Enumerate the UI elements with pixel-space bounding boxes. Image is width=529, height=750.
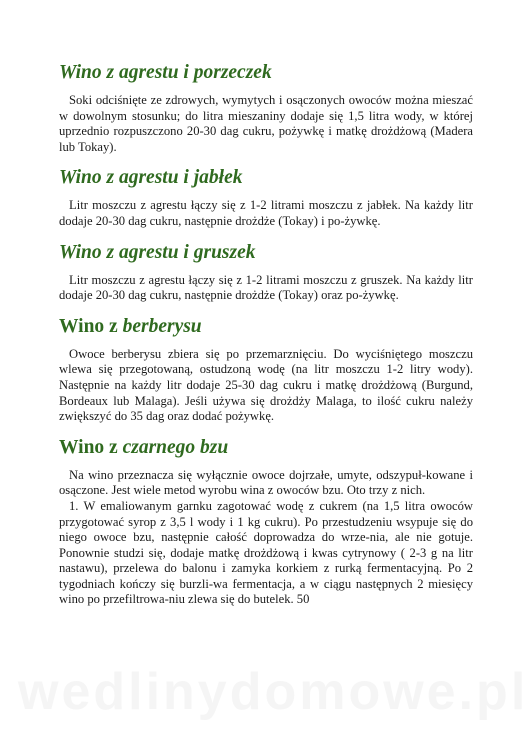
paragraph-czarny-bez-method-1: 1. W emaliowanym garnku zagotować wodę z cukrem (na 1,5 litra owoców przygotować syrop z 3,5 l wody i 1 kg cukru). Po przestudzeniu wsypuje się do niego owoce bzu, następnie całość doprowadza do wrze-nia, ale nie gotuje. Ponownie studzi się, dodaje matkę drożdżową i kwas cytrynowy ( 2-3 g na litr nastawu), przelewa do balonu i zamyka korkiem z rurką fermentacyjną. Po 2 tygodniach kończy się burzli-wa fermentacja, a w ciągu następnych 2 miesięcy wino po przefiltrowa-niu zlewa się do butelek. 50 <box>59 498 473 607</box>
heading-italic-text: Wino z agrestu i gruszek <box>59 241 256 263</box>
heading-text: Wino z <box>59 436 123 458</box>
paragraph-agrest-jablka: Litr moszczu z agrestu łączy się z 1-2 litrami moszczu z jabłek. Na każdy litr dodaje 20-30 dag cukru, następnie drożdże (Tokay) i po-żywkę. <box>59 198 473 228</box>
paragraph-agrest-gruszki: Litr moszczu z agrestu łączy się z 1-2 litrami moszczu z gruszek. Na każdy litr dodaje 20-30 dag cukru, następnie drożdże (Tokay) oraz po-żywkę. <box>59 272 473 303</box>
heading-berberys <box>59 316 473 338</box>
paragraph-berberys: Owoce berberysu zbiera się po przemarznięciu. Do wyciśniętego moszczu wlewa się przegotowaną, ostudzoną wodę (na litr moszczu 1-2 litry wody). Następnie na każdy litr dodaje 25-30 dag cukru i matkę drożdżową (Burgund, Bordeaux lub Malaga). Jeśli używa się drożdży Malaga, to ilość cukru należy zwiększyć do 35 dag oraz dodać pożywkę. <box>59 346 473 424</box>
heading-italic-text: Wino z agrestu i jabłek <box>59 167 243 189</box>
heading-italic-text: berberysu <box>122 315 202 337</box>
heading-italic-text: czarnego bzu <box>122 436 229 458</box>
paragraph-agrest-porzeczki: Soki odciśnięte ze zdrowych, wymytych i osączonych owoców można mieszać w dowolnym stosunku; do litra mieszaniny dodaje się 1,5 litra wody, w której uprzednio rozpuszczono 20-30 dag cukru, pożywkę i matkę drożdżową (Madera lub Tokay). <box>59 93 473 154</box>
watermark: wedlinydomowe.pl <box>18 663 529 721</box>
heading-agrest-gruszki <box>59 242 473 264</box>
heading-italic-text: Wino z agrestu i porzeczek <box>59 62 272 83</box>
heading-agrest-porzeczki <box>59 62 473 84</box>
heading-czarny-bez <box>59 437 473 459</box>
document-page <box>59 62 473 608</box>
heading-agrest-jablka <box>59 167 473 189</box>
paragraph-czarny-bez-intro: Na wino przeznacza się wyłącznie owoce dojrzałe, umyte, odszypuł-kowane i osączone. Jest wiele metod wyrobu wina z owoców bzu. Oto trzy z nich. <box>59 467 473 498</box>
heading-text: Wino z <box>59 315 123 337</box>
